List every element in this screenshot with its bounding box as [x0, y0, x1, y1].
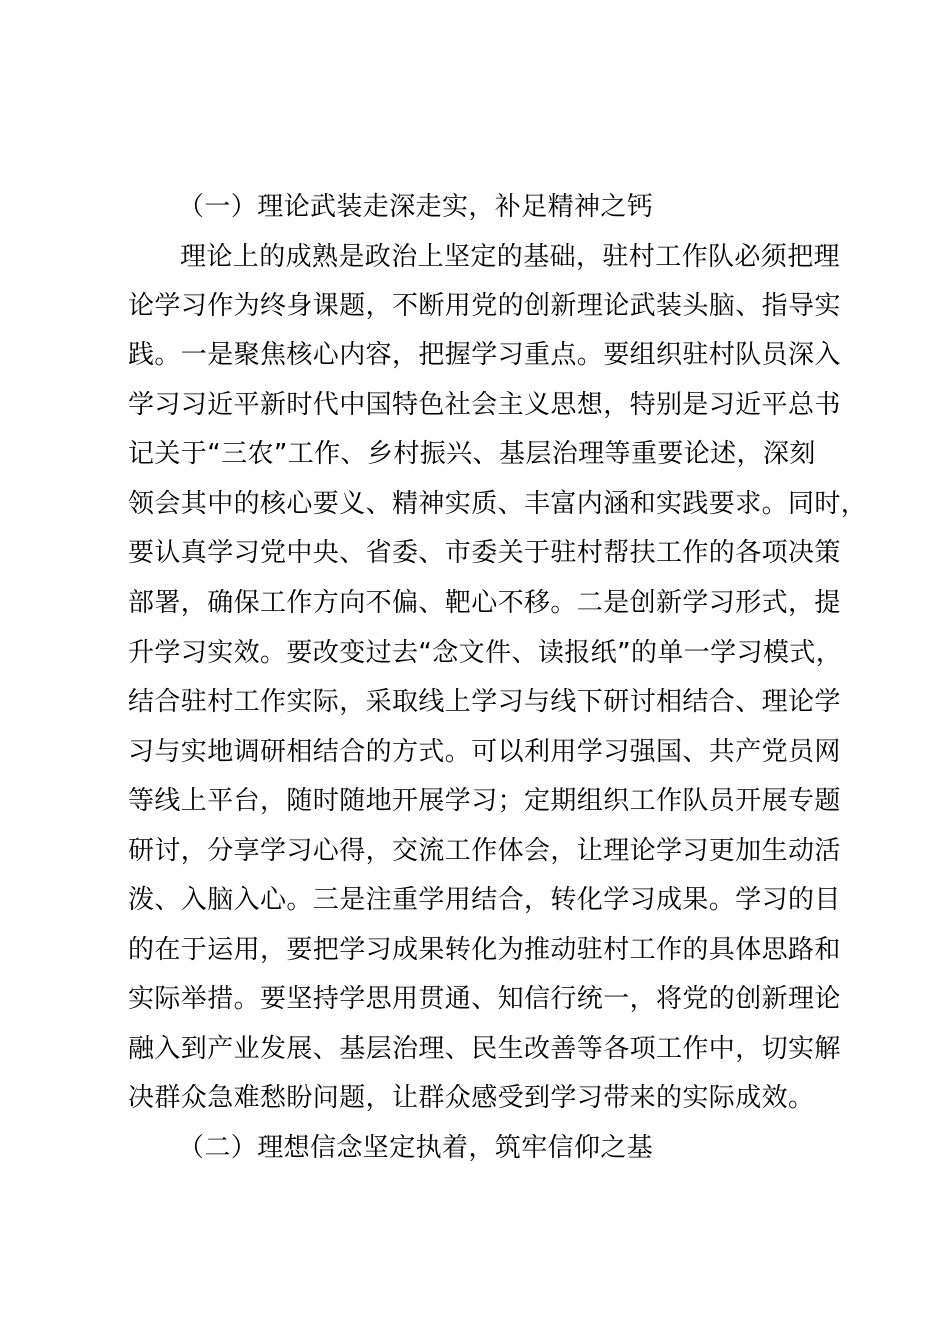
paragraph-line: 记关于“三农”工作、乡村振兴、基层治理等重要论述，深刻	[128, 439, 816, 469]
paragraph-line: 要认真学习党中央、省委、市委关于驻村帮扶工作的各项决策	[128, 538, 841, 568]
paragraph-line: 升学习实效。要改变过去“念文件、读报纸”的单一学习模式，	[128, 638, 843, 668]
paragraph-line: 践。一是聚焦核心内容，把握学习重点。要组织驻村队员深入	[128, 340, 841, 370]
paragraph-line: 研讨，分享学习心得，交流工作体会，让理论学习更加生动活	[128, 836, 841, 866]
paragraph-line: 学习习近平新时代中国特色社会主义思想，特别是习近平总书	[128, 390, 841, 420]
paragraph-line: 的在于运用，要把学习成果转化为推动驻村工作的具体思路和	[128, 935, 841, 965]
paragraph-line: 等线上平台，随时随地开展学习；定期组织工作队员开展专题	[128, 786, 841, 816]
paragraph-line: 理论上的成熟是政治上坚定的基础，驻村工作队必须把理	[180, 242, 841, 272]
paragraph-line: 泼、入脑入心。三是注重学用结合，转化学习成果。学习的目	[128, 885, 841, 915]
paragraph-line: 结合驻村工作实际，采取线上学习与线下研讨相结合、理论学	[128, 687, 841, 717]
paragraph-line: 部署，确保工作方向不偏、靶心不移。二是创新学习形式，提	[128, 588, 841, 618]
paragraph-line: 融入到产业发展、基层治理、民生改善等各项工作中，切实解	[128, 1034, 841, 1064]
paragraph-line: 论学习作为终身课题，不断用党的创新理论武装头脑、指导实	[128, 291, 841, 321]
paragraph-line: 决群众急难愁盼问题，让群众感受到学习带来的实际成效。	[128, 1083, 815, 1113]
section-heading-1: （一）理论武装走深走实，补足精神之钙	[178, 192, 654, 222]
paragraph-line: 实际举措。要坚持学思用贯通、知信行统一，将党的创新理论	[128, 984, 841, 1014]
paragraph-line: 领会其中的核心要义、精神实质、丰富内涵和实践要求。同时，	[128, 489, 868, 519]
paragraph-line: 习与实地调研相结合的方式。可以利用学习强国、共产党员网	[128, 737, 841, 767]
section-heading-2: （二）理想信念坚定执着，筑牢信仰之基	[178, 1133, 654, 1163]
